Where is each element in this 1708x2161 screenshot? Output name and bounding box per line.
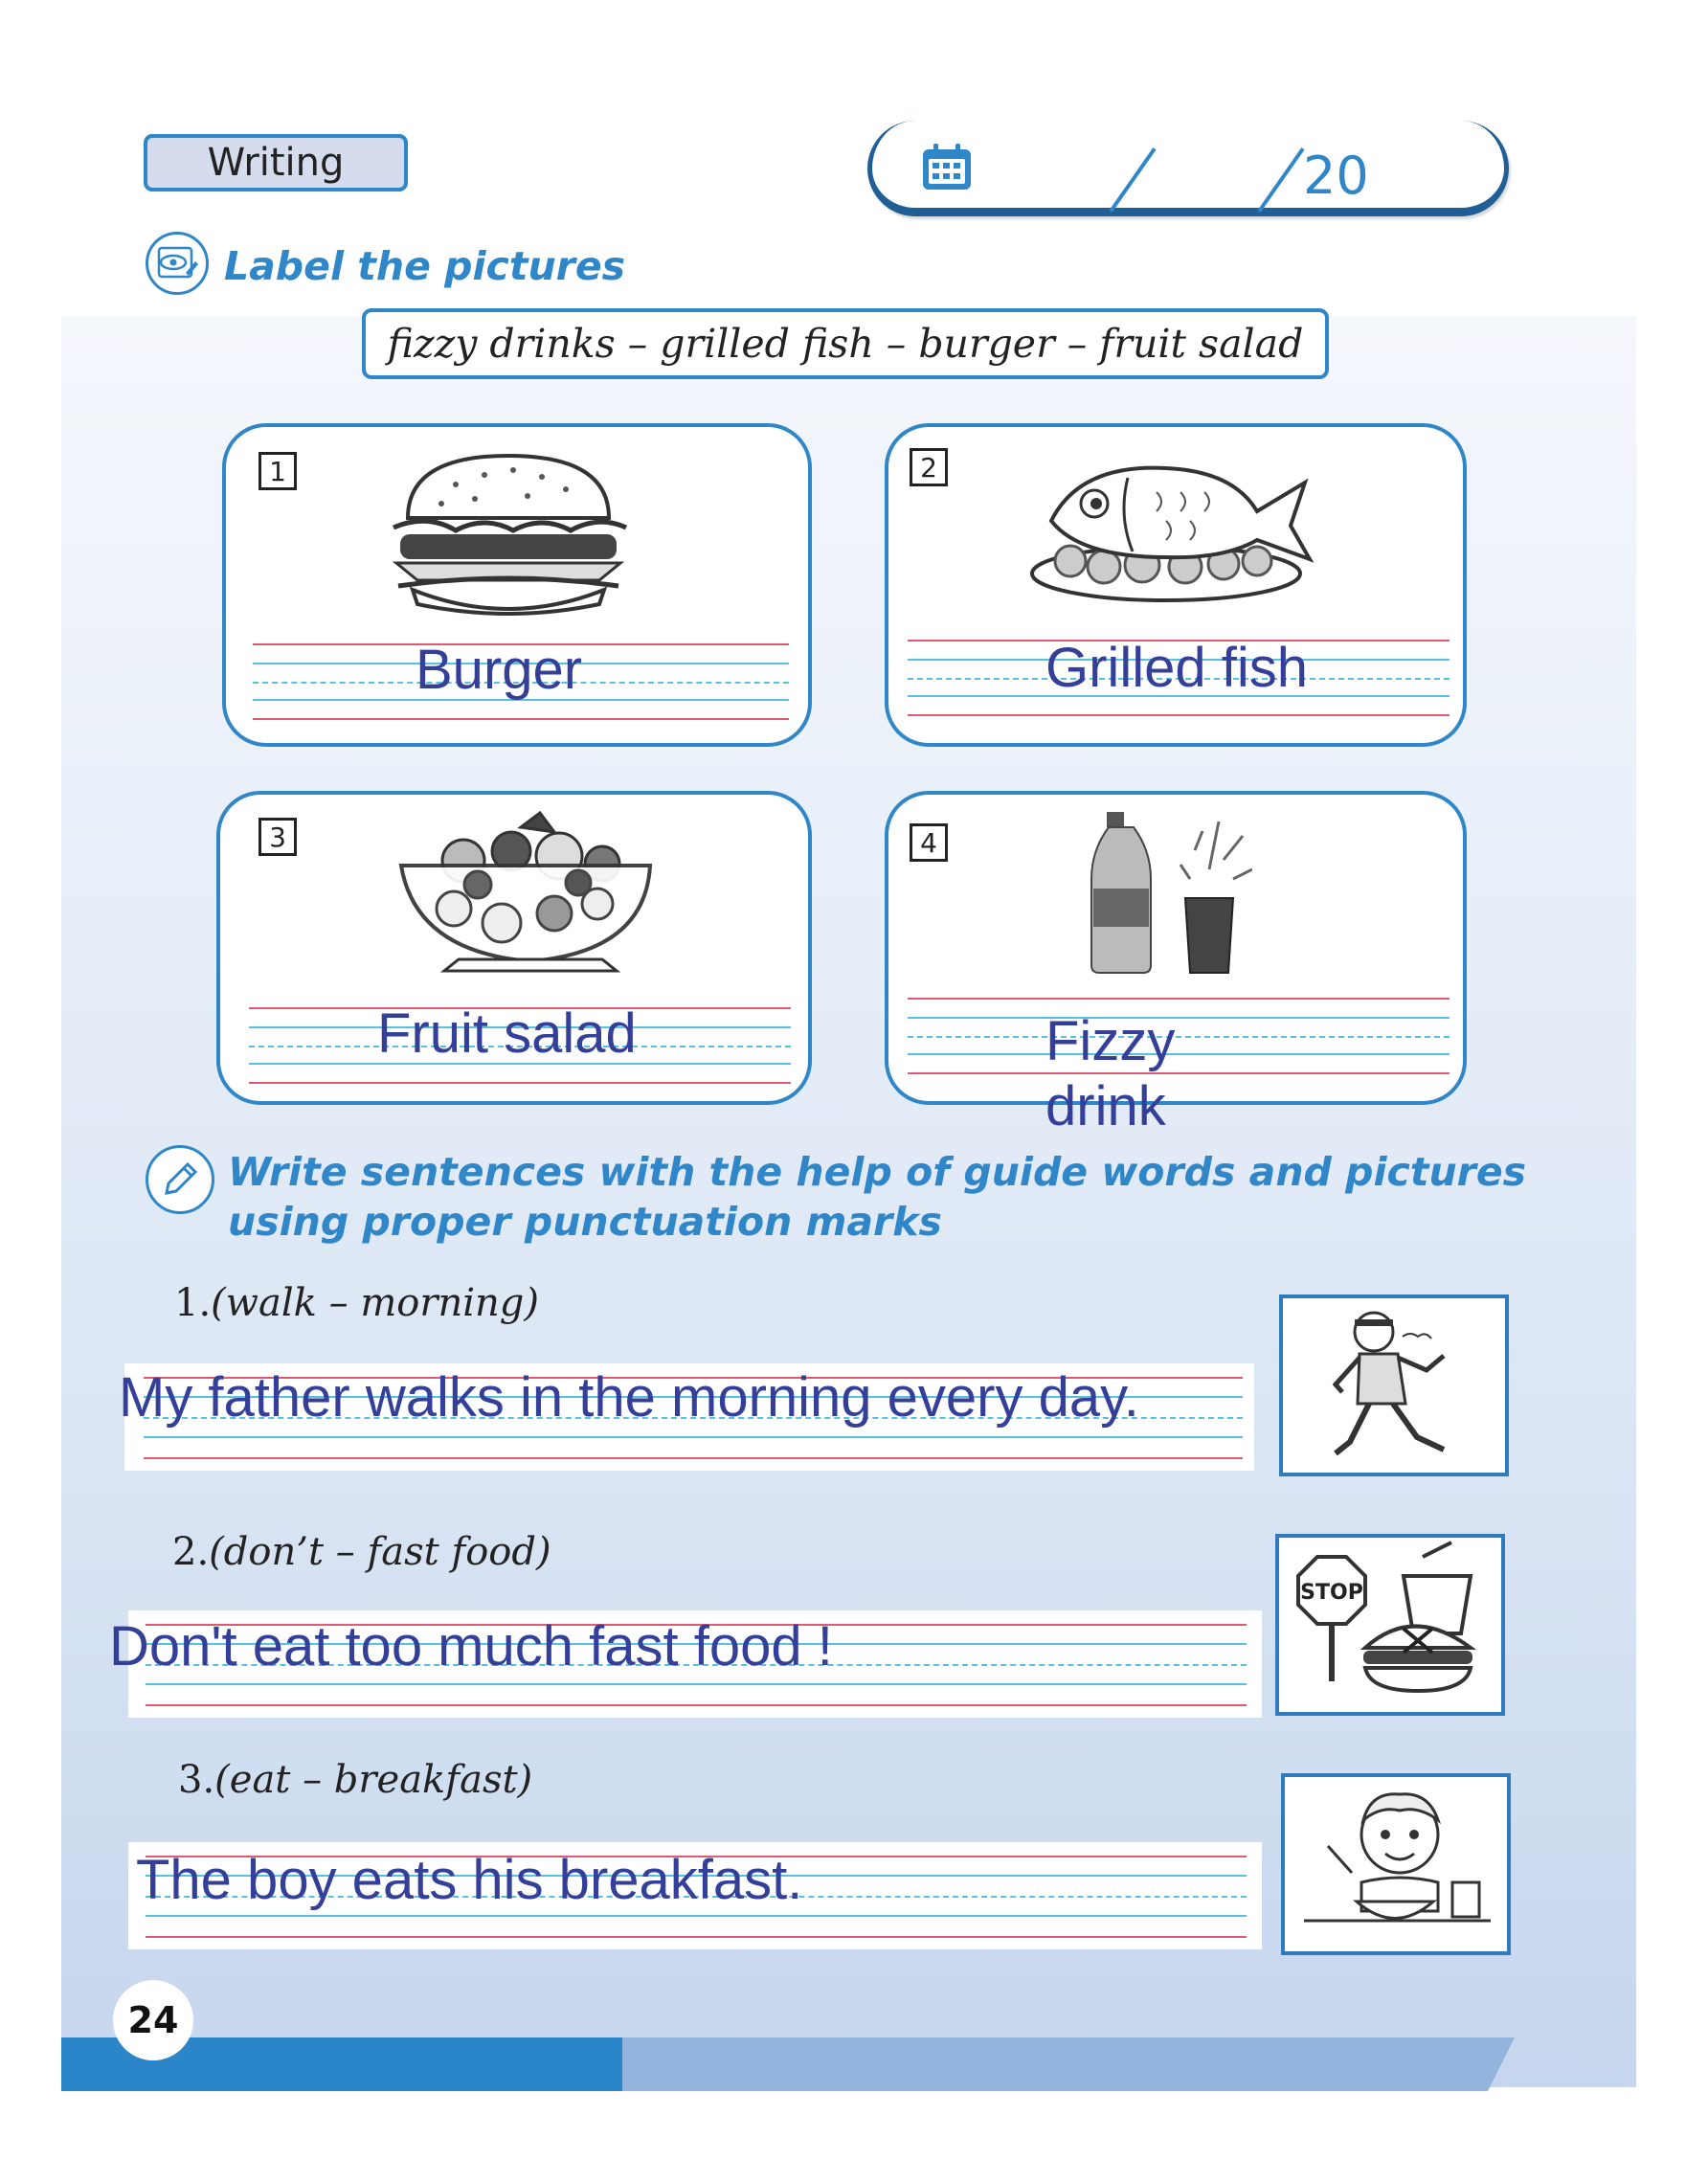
footer-bar-light [622, 2037, 1515, 2091]
picture-card [222, 423, 812, 747]
calendar-icon [920, 142, 974, 191]
date-field[interactable] [867, 121, 1509, 216]
burger-picture [370, 446, 647, 619]
card-number: 2 [910, 448, 948, 486]
picture-card [216, 791, 812, 1105]
picture-frame [1281, 1773, 1511, 1955]
answer-text[interactable]: My father walks in the morning every day. [119, 1366, 1139, 1429]
question-guide-words: (don’t – fast food) [209, 1530, 551, 1574]
answer-text[interactable]: The boy eats his breakfast. [136, 1849, 803, 1911]
card-number: 1 [258, 452, 297, 490]
picture-frame [1275, 1534, 1505, 1716]
date-year: 20 [1303, 146, 1369, 206]
pencil-icon [146, 1145, 214, 1214]
boy-eating-breakfast-picture [1285, 1777, 1507, 1951]
answer-text[interactable]: Grilled fish [1045, 637, 1308, 699]
eye-pencil-icon [146, 232, 209, 295]
question-prompt [178, 1758, 532, 1802]
fruit-salad-picture [387, 808, 664, 980]
section-title-write-sentences [228, 1147, 1526, 1247]
question-prompt [174, 1281, 539, 1325]
section-title-line: using proper punctuation marks [228, 1199, 942, 1245]
answer-line: Fizzy [1045, 1010, 1176, 1072]
question-number: 3. [178, 1758, 215, 1802]
walking-man-picture [1283, 1298, 1505, 1473]
answer-text[interactable]: Don't eat too much fast food ! [109, 1615, 833, 1677]
date-slash [1257, 147, 1304, 213]
stop-fast-food-picture [1279, 1538, 1501, 1712]
picture-card [885, 791, 1467, 1137]
question-number: 2. [172, 1530, 210, 1574]
answer-text[interactable]: Burger [416, 639, 583, 701]
grilled-fish-picture [1023, 444, 1319, 617]
section-title-line: Write sentences with the help of guide words and pictures [228, 1149, 1527, 1195]
writing-lines [908, 998, 1450, 1074]
word-bank [362, 308, 1329, 379]
question-prompt [172, 1530, 551, 1574]
word-bank-text: fizzy drinks – grilled fish – burger – fruit salad [387, 321, 1304, 367]
writing-tab [144, 134, 408, 191]
answer-text[interactable]: Fruit salad [377, 1002, 637, 1065]
section-title-label-pictures: Label the pictures [224, 243, 626, 289]
fizzy-drink-picture [1090, 812, 1252, 975]
page-number: 24 [113, 1980, 193, 2060]
card-number: 3 [258, 818, 297, 856]
writing-tab-label: Writing [207, 141, 345, 185]
picture-frame [1279, 1294, 1509, 1476]
date-slash [1109, 147, 1156, 213]
answer-line: drink [1045, 1075, 1166, 1137]
answer-text[interactable] [1045, 1009, 1175, 1139]
stop-sign-text: STOP [1300, 1581, 1363, 1605]
picture-card [885, 423, 1467, 747]
card-number: 4 [910, 823, 948, 862]
question-guide-words: (eat – breakfast) [214, 1758, 533, 1802]
question-guide-words: (walk – morning) [211, 1281, 539, 1325]
question-number: 1. [174, 1281, 212, 1325]
